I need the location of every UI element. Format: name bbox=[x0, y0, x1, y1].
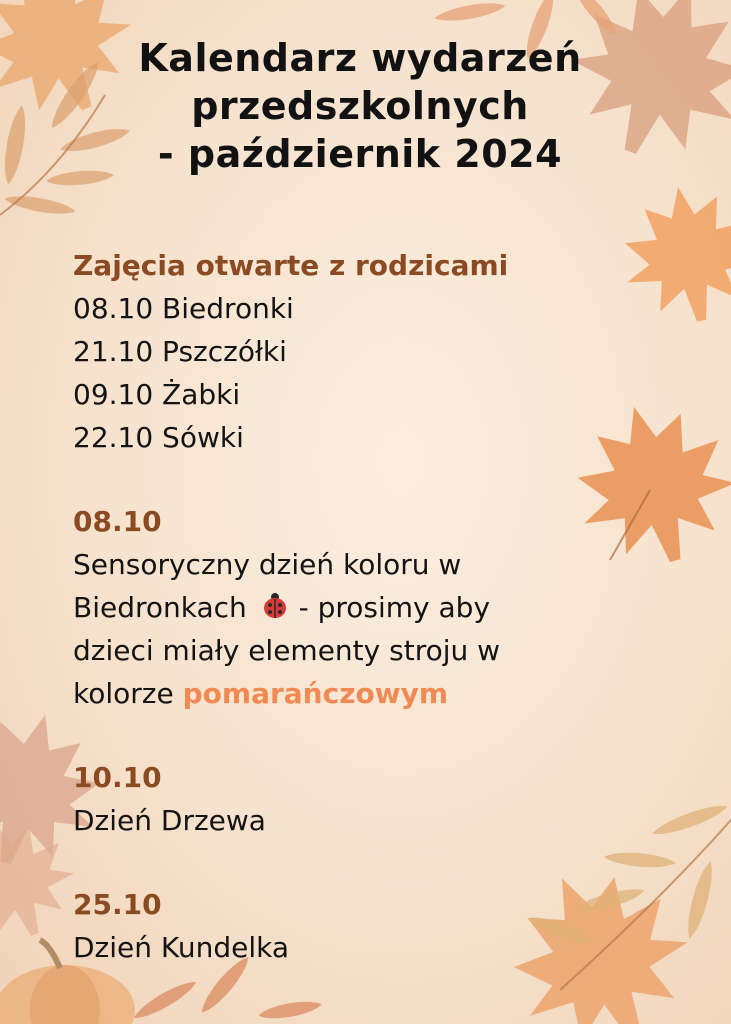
event-text-part: Biedronkach bbox=[73, 591, 247, 624]
event-text: dzieci miały elementy stroju w bbox=[73, 634, 501, 667]
event-date: 25.10 bbox=[73, 888, 162, 921]
list-item: 22.10 Sówki bbox=[73, 421, 244, 454]
event-text: Sensoryczny dzień koloru w bbox=[73, 548, 462, 581]
event-text-part: - prosimy aby bbox=[298, 591, 491, 624]
event-date: 10.10 bbox=[73, 761, 162, 794]
event-sensory-day bbox=[73, 500, 633, 715]
list-item: 09.10 Żabki bbox=[73, 378, 241, 411]
page-title bbox=[70, 34, 650, 178]
event-text-part: kolorze bbox=[73, 677, 174, 710]
title-line: przedszkolnych bbox=[191, 84, 529, 128]
section-heading: Zajęcia otwarte z rodzicami bbox=[73, 249, 509, 282]
events-list bbox=[73, 244, 633, 969]
event-mongrel-day bbox=[73, 883, 633, 969]
open-classes-section bbox=[73, 244, 633, 459]
event-name: Dzień Drzewa bbox=[73, 804, 266, 837]
event-text bbox=[73, 586, 633, 629]
title-line: - październik 2024 bbox=[157, 132, 563, 176]
ladybug-icon bbox=[260, 591, 290, 621]
event-name: Dzień Kundelka bbox=[73, 931, 290, 964]
event-date: 08.10 bbox=[73, 505, 162, 538]
event-text bbox=[73, 672, 633, 715]
highlighted-color-word: pomarańczowym bbox=[182, 677, 449, 710]
title-line: Kalendarz wydarzeń bbox=[138, 36, 582, 80]
list-item: 21.10 Pszczółki bbox=[73, 335, 287, 368]
event-tree-day bbox=[73, 756, 633, 842]
list-item: 08.10 Biedronki bbox=[73, 292, 294, 325]
